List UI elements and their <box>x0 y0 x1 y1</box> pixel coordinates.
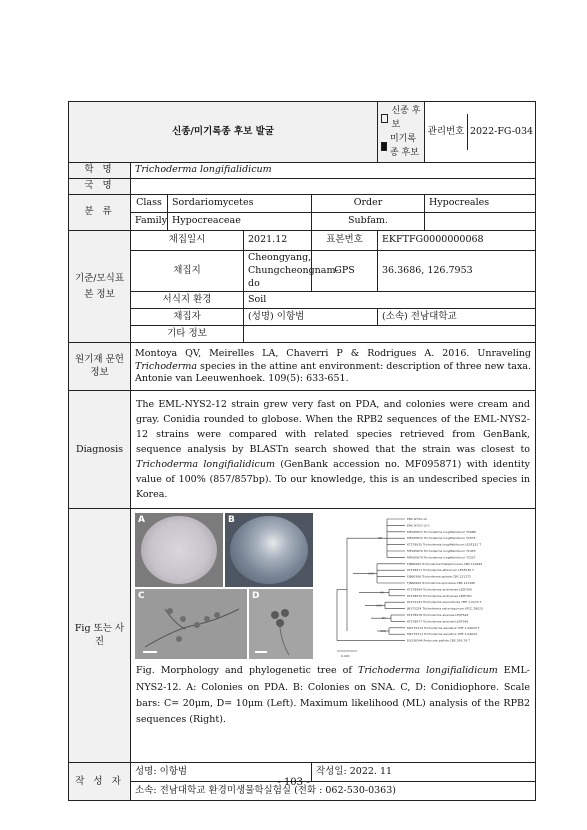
page-number: - 103 - <box>277 777 310 788</box>
photo-panel-a <box>135 513 223 587</box>
bootstrap-value: 100 <box>380 629 386 634</box>
subfam-value <box>425 213 536 231</box>
management-number-cell <box>425 102 536 163</box>
scientific-name-label: 학 명 <box>69 163 131 179</box>
tree-tip-label: KT278969 Trichoderma andinense LESF390 <box>407 587 472 592</box>
family-label: Family <box>131 213 168 231</box>
panel-b-label: B <box>228 515 235 526</box>
tree-tip-label: MK775311 Trichoderma aquatica YMF 1.04624 <box>407 632 477 637</box>
figure-label: Fig 또는 사진 <box>69 509 131 763</box>
tree-tip-label: KT278977 Trichoderma aneniae LESF546 <box>407 619 469 624</box>
candidate-species-form <box>68 101 536 801</box>
diagnosis-label: Diagnosis <box>69 391 131 509</box>
mgmt-label: 관리번호 <box>425 114 468 150</box>
author-name: 성명: 이항범 <box>131 763 312 782</box>
family-value: Hypocreaceae <box>168 213 312 231</box>
tree-tip-label: EML NYS2-12 <box>407 517 427 522</box>
other-info-value <box>244 326 536 343</box>
specimen-no-value: EKFTFG0000000068 <box>378 231 536 251</box>
gps-label: GPS <box>312 251 378 292</box>
tree-tip-label: MF095870 Trichoderma longifialidicum TC453 <box>407 549 476 554</box>
original-literature-label: 원기재 문헌 정보 <box>69 343 131 391</box>
tree-tip-label: KT278978 Trichoderma aneniae LESF544 <box>407 613 469 618</box>
phylogenetic-tree <box>317 511 527 661</box>
petri-dish-sna <box>230 516 308 584</box>
collection-place-label: 채집지 <box>131 251 244 292</box>
petri-dish-pda <box>141 516 217 584</box>
tree-tip-label: JN175224 Trichoderma saturnisporum ATCC 28023 <box>407 607 483 612</box>
mgmt-value: 2022-FG-034 <box>469 125 534 137</box>
panel-d-label: D <box>252 591 260 602</box>
bootstrap-value: 98 <box>378 536 382 541</box>
figure-caption: Fig. Morphology and phylogenetic tree of Trichoderma longifialidicum EML-NYS2-12. A: Colonies on PDA. B: Colonies on SNA. C, D: Conidiophore. Scale bars: C= 20μm, D= 10μm (Left). Maximum likelihood (ML) analysis of the RPB2 sequences (Right). <box>136 665 530 726</box>
filled-checkbox-icon[interactable] <box>381 142 387 151</box>
specimen-no-label: 표본번호 <box>312 231 378 251</box>
gps-value: 36.3686, 126.7953 <box>378 251 536 292</box>
panel-c-label: C <box>138 591 145 602</box>
tree-tip-label: MF095872 Trichoderma longifialidicum TC675 <box>407 536 476 541</box>
option-unrecorded-species[interactable]: 미기록종 후보 <box>381 132 421 160</box>
scale-bar-d <box>255 651 267 653</box>
figure-cell <box>131 509 536 763</box>
collection-date-value: 2021.12 <box>244 231 312 251</box>
conidiophore-drawing-c <box>135 589 247 659</box>
tree-tip-label: EML NYS2-12-1 <box>407 523 430 528</box>
classification-label: 분 류 <box>69 195 131 231</box>
other-info-label: 기타 정보 <box>131 326 244 343</box>
subfam-label: Subfam. <box>312 213 425 231</box>
collector-name: (성명) 이항범 <box>244 309 378 326</box>
photo-panel-d <box>249 589 313 659</box>
author-date: 작성일: 2022. 11 <box>312 763 536 782</box>
korean-name-value <box>131 179 536 195</box>
tree-tip-label: KT272143 Trichoderma pleuroticola YMF 1.0174 T <box>407 600 482 605</box>
tree-tip-label: EU338344 Protocrea pallida CBS 299.78 T <box>407 639 470 644</box>
collection-place-value <box>244 251 339 292</box>
original-literature-text: Montoya QV, Meirelles LA, Chaverri P & Rodrigues A. 2016. Unraveling Trichoderma species in the attine ant environment: description of three new taxa. Antonie van Leeuwenhoek. 109(5): 633-651. <box>131 343 536 391</box>
korean-name-label: 국 명 <box>69 179 131 195</box>
class-value: Sordariomycetes <box>168 195 312 213</box>
tree-tip-label: KT278970 Trichoderma andinense LESF391 <box>407 594 472 599</box>
scientific-name-value: Trichoderma longifialidicum <box>131 163 536 179</box>
tree-tip-label: MF095871 Trichoderma longifialidicum TC688 <box>407 530 476 535</box>
tree-tip-label: MF095874 Trichoderma longifialidicum TC527 <box>407 555 476 560</box>
figure-area <box>131 509 535 661</box>
author-affiliation: 소속: 전남대학교 환경미생물학실험실 (전화 : 062-530-0363) <box>131 782 536 801</box>
class-label: Class <box>131 195 168 213</box>
habitat-label: 서식지 환경 <box>131 292 244 309</box>
collector-affiliation: (소속) 전남대학교 <box>378 309 536 326</box>
diagnosis-text: The EML-NYS2-12 strain grew very fast on PDA, and colonies were cream and gray. Conidia rounded to globose. When the RPB2 sequences of the EML-NYS2-12 strains were compared with related species retrieved from GenBank, sequence analysis by BLASTn search showed that the strain was closest to Trichoderma longifialidicum (GenBank accession no. MF095871) with identity value of 100% (857/857bp). To our knowledge, this is an undescribed species in Korea. <box>131 391 536 509</box>
tree-tip-label: FJ860566 Trichoderma spirale CBS 121272 <box>407 575 471 580</box>
photo-panel-b <box>225 513 313 587</box>
place-line-2: Chungcheongnam-do <box>248 264 339 289</box>
candidate-type-options <box>378 102 425 163</box>
bootstrap-value: 100 <box>376 603 382 608</box>
collector-label: 채집자 <box>131 309 244 326</box>
type-info-label: 기준/모식표본 정보 <box>69 231 131 343</box>
tree-tip-label: FJ860600 Trichoderma thelephoricola CBS 120925 <box>407 562 483 567</box>
author-label: 작 성 자 <box>69 763 131 801</box>
habitat-value: Soil <box>244 292 536 309</box>
bootstrap-value: 99 <box>380 591 384 596</box>
form-title: 신종/미기록종 후보 발굴 <box>69 102 378 163</box>
photo-panel-c <box>135 589 247 659</box>
place-line-1: Cheongyang, <box>248 252 312 263</box>
tree-tip-label: FJ860609 Trichoderma spinulosa CBS 121280 <box>407 581 476 586</box>
empty-checkbox-icon[interactable] <box>381 114 388 123</box>
scale-bar-c <box>143 651 157 653</box>
option-new-species[interactable]: 신종 후보 <box>381 104 421 132</box>
bootstrap-value: 87 <box>382 616 386 621</box>
collection-date-label: 채집일시 <box>131 231 244 251</box>
tree-tip-label: KT278971 Trichoderma attinorum LESF236 T <box>407 568 474 573</box>
tree-tip-label: MK775312 Trichoderma aquatica YMF 1.04625 T <box>407 626 480 631</box>
tree-scale-label: 0.020 <box>341 654 350 659</box>
tree-tip-label: KT278935 Trichoderma longifialidicum LESF332 T <box>407 543 482 548</box>
panel-a-label: A <box>138 515 145 526</box>
bootstrap-value: 100 <box>368 571 374 576</box>
order-label: Order <box>312 195 425 213</box>
order-value: Hypocreales <box>425 195 536 213</box>
